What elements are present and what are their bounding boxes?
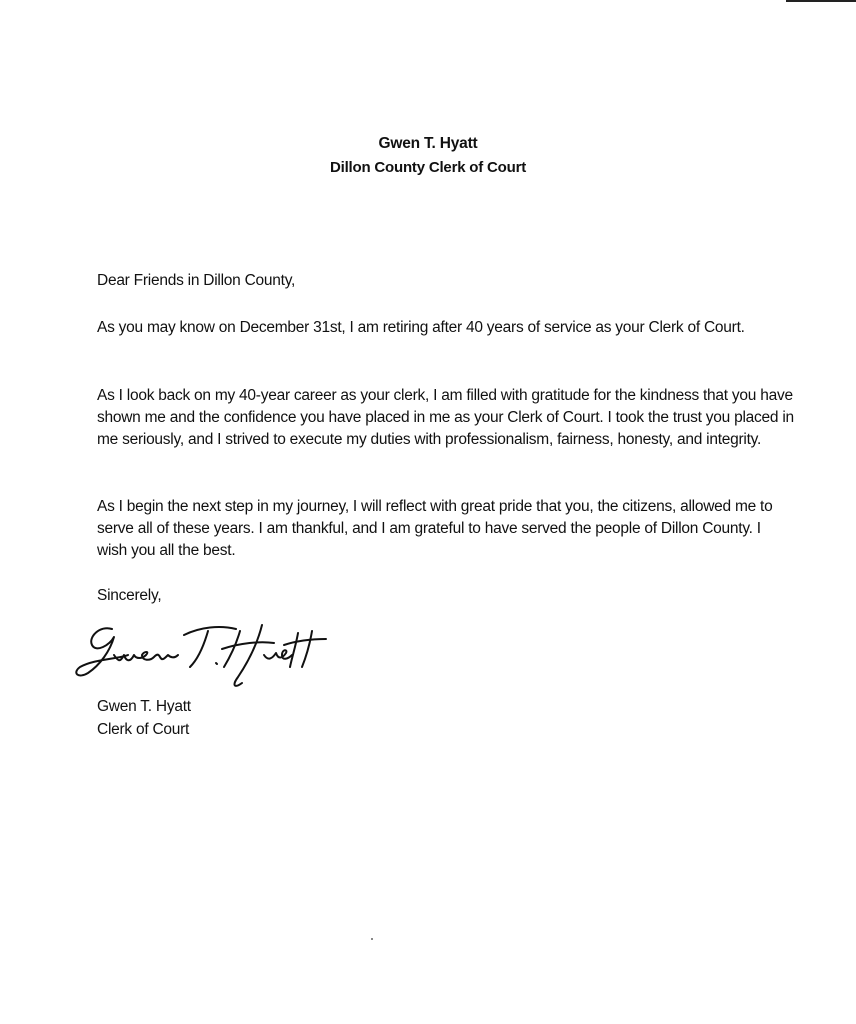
paragraph-retirement: As you may know on December 31st, I am retiring after 40 years of service as your Clerk of Court. bbox=[97, 319, 745, 336]
signer-name: Gwen T. Hyatt bbox=[97, 698, 191, 715]
paragraph-gratitude: As I look back on my 40-year career as your clerk, I am filled with gratitude for the kindness that you have shown me and the confidence you have placed in me as your Clerk of Court. I took the trust you placed in me seriously, and I strived to execute my duties with professionalism, fairness, honesty, and integrity. bbox=[97, 387, 794, 448]
paragraph-next-step: As I begin the next step in my journey, I will reflect with great pride that you, the citizens, allowed me to serve all of these years. I am thankful, and I am grateful to have served the people of Dillon County. I wish you all the best. bbox=[97, 498, 773, 559]
letterhead bbox=[0, 133, 856, 179]
salutation: Dear Friends in Dillon County, bbox=[97, 272, 296, 289]
scan-speck bbox=[371, 938, 373, 940]
letterhead-name: Gwen T. Hyatt bbox=[378, 135, 478, 152]
closing: Sincerely, bbox=[97, 587, 162, 604]
letterhead-title: Dillon County Clerk of Court bbox=[329, 159, 527, 176]
scan-edge-line bbox=[786, 0, 856, 2]
signer-block bbox=[97, 695, 797, 741]
handwritten-signature bbox=[70, 615, 330, 690]
signer-title: Clerk of Court bbox=[97, 721, 190, 738]
